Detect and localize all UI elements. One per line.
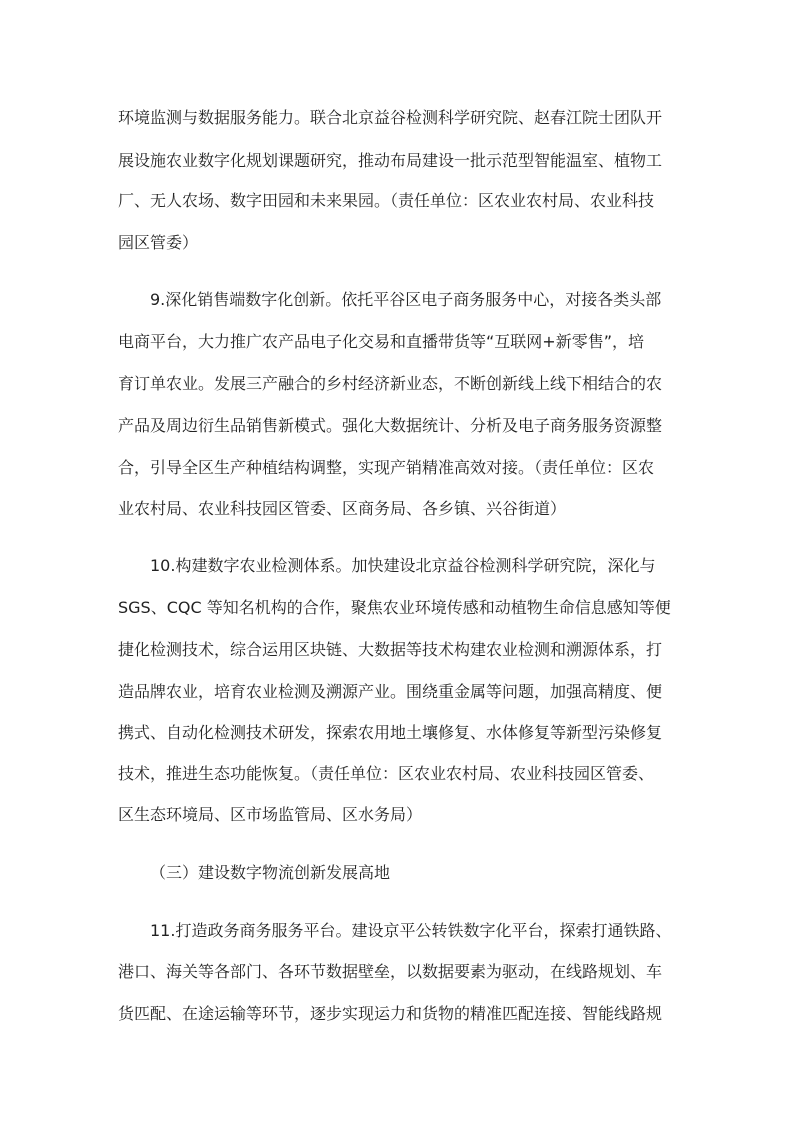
- text-line: 园区管委）: [118, 233, 199, 252]
- section-heading: （三）建设数字物流创新发展高地: [150, 863, 391, 882]
- text-line: 环境监测与数据服务能力。联合北京益谷检测科学研究院、赵春江院士团队开: [118, 108, 663, 127]
- text-line: 合，引导全区生产种植结构调整，实现产销精准高效对接。（责任单位：区农: [118, 458, 655, 477]
- paragraph-first-line: 9.深化销售端数字化创新。依托平谷区电子商务服务中心，对接各类头部: [150, 290, 662, 309]
- text-line: 业农村局、农业科技园区管委、区商务局、各乡镇、兴谷街道）: [118, 499, 567, 518]
- text-line: 区生态环境局、区市场监管局、区水务局）: [118, 805, 423, 824]
- text-line: 育订单农业。发展三产融合的乡村经济新业态，不断创新线上线下相结合的农: [118, 374, 663, 393]
- text-line: 技术，推进生态功能恢复。（责任单位：区农业农村局、农业科技园区管委、: [118, 764, 655, 783]
- text-line: 港口、海关等各部门、各环节数据壁垒，以数据要素为驱动，在线路规划、车: [118, 962, 663, 981]
- text-line: 携式、自动化检测技术研发，探索农用地土壤修复、水体修复等新型污染修复: [118, 723, 663, 742]
- text-line: 产品及周边衍生品销售新模式。强化大数据统计、分析及电子商务服务资源整: [118, 416, 663, 435]
- text-line: 展设施农业数字化规划课题研究，推动布局建设一批示范型智能温室、植物工: [118, 151, 663, 170]
- text-line: 捷化检测技术，综合运用区块链、大数据等技术构建农业检测和溯源体系，打: [118, 640, 663, 659]
- paragraph-first-line: 10.构建数字农业检测体系。加快建设北京益谷检测科学研究院，深化与: [150, 556, 656, 575]
- text-line: 货匹配、在途运输等环节，逐步实现运力和货物的精准匹配连接、智能线路规: [118, 1004, 663, 1023]
- paragraph-first-line: 11.打造政务商务服务平台。建设京平公转铁数字化平台，探索打通铁路、: [150, 921, 672, 940]
- text-line: 厂、无人农场、数字田园和未来果园。（责任单位：区农业农村局、农业科技: [118, 191, 655, 210]
- text-line: 造品牌农业，培育农业检测及溯源产业。围绕重金属等问题，加强高精度、便: [118, 682, 663, 701]
- text-line: SGS、CQC 等知名机构的合作，聚焦农业环境传感和动植物生命信息感知等便: [118, 598, 671, 617]
- text-line: 电商平台，大力推广农产品电子化交易和直播带货等“互联网+新零售”，培: [118, 332, 644, 351]
